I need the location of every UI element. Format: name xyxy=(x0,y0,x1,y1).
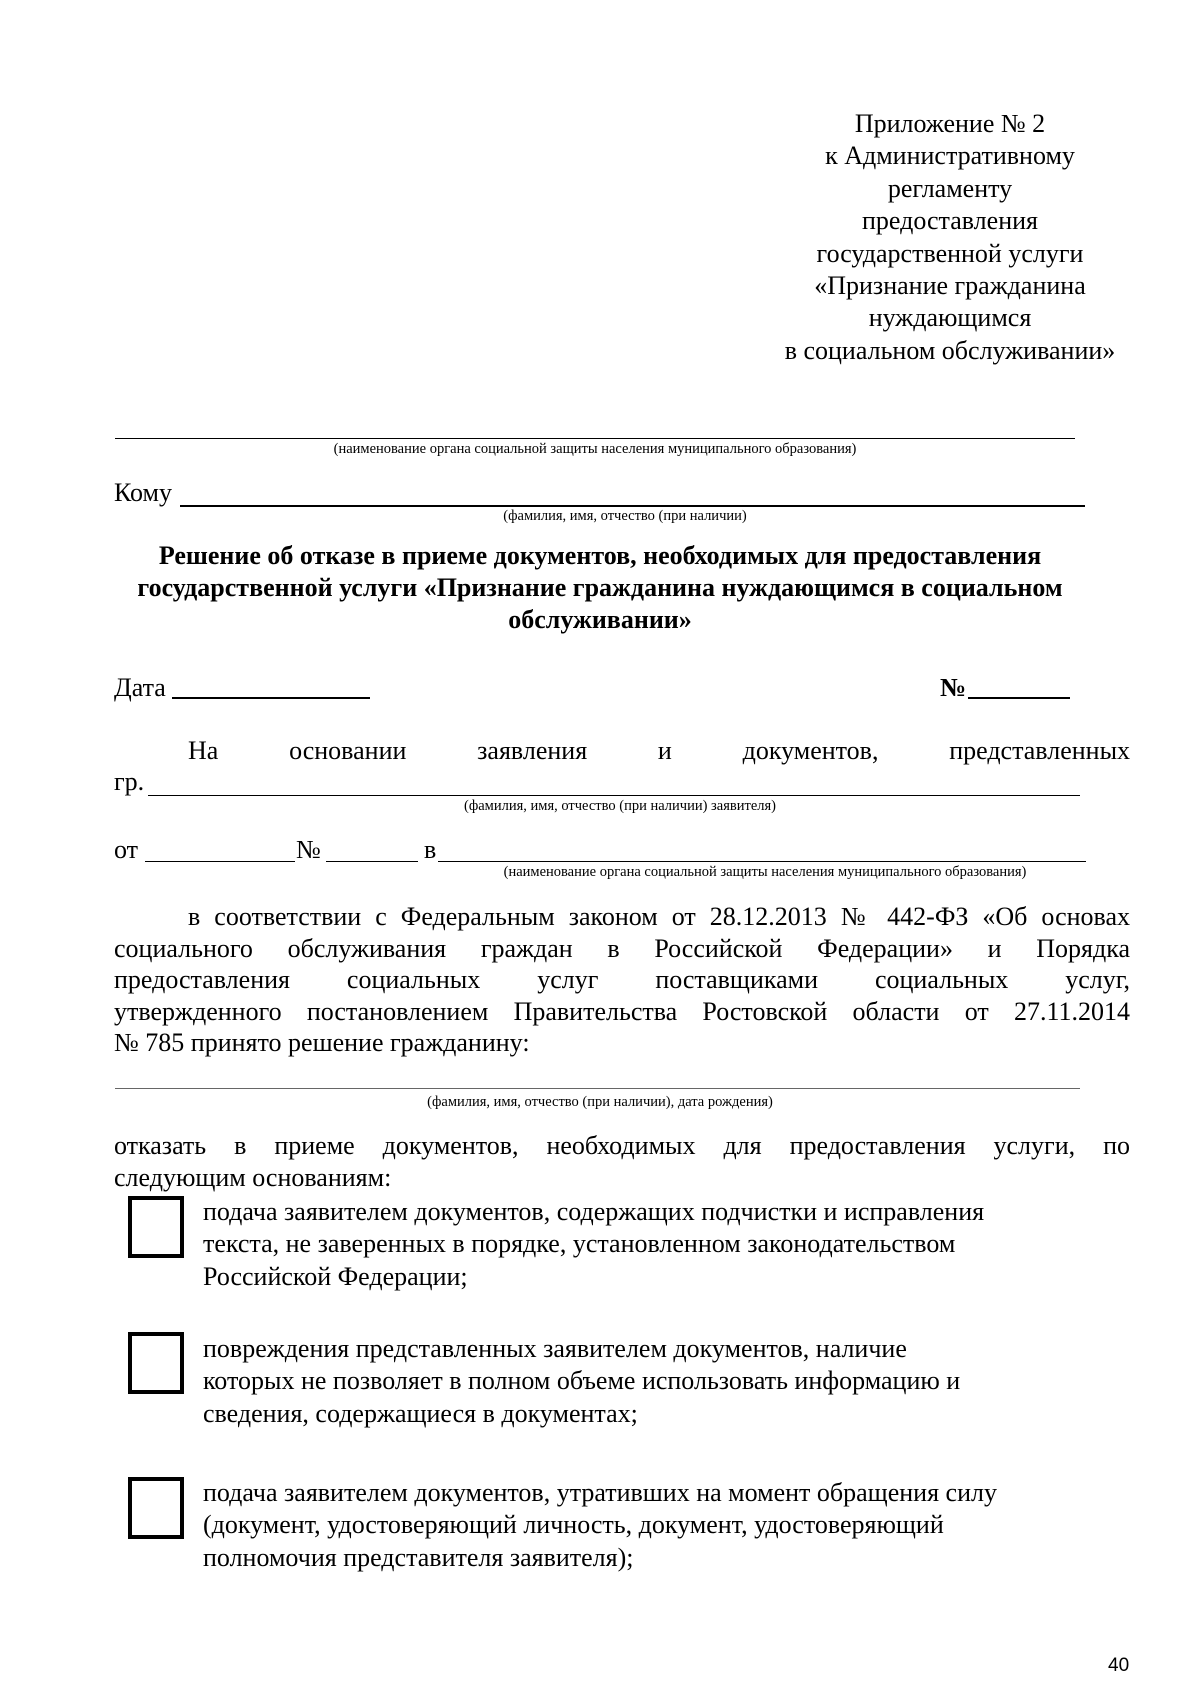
org-name-caption: (наименование органа социальной защиты населения муниципального образования) xyxy=(333,441,857,457)
citizen-caption: (фамилия, имя, отчество (при наличии) заявителя) xyxy=(464,798,776,814)
from-number-field[interactable] xyxy=(326,861,418,862)
from-date-field[interactable] xyxy=(145,861,295,862)
appendix-line: Приложение № 2 xyxy=(854,109,1046,138)
date-label: Дата xyxy=(114,673,166,702)
basis-word: основании xyxy=(289,736,407,765)
reason-line: которых не позволяет в полном объеме использовать информацию и xyxy=(203,1366,961,1396)
appendix-line: «Признание гражданина xyxy=(814,271,1086,301)
refusal-line: отказать в приеме документов, необходимых для предоставления услуги, по xyxy=(114,1131,1130,1160)
basis-word: На xyxy=(188,736,219,765)
org-name-field[interactable] xyxy=(115,438,1075,439)
to-field[interactable] xyxy=(180,505,1085,507)
to-caption: (фамилия, имя, отчество (при наличии) xyxy=(503,508,747,524)
reason-1-text xyxy=(203,1196,984,1293)
law-line: социального обслуживания граждан в Российской Федерации» и Порядка xyxy=(114,933,1130,963)
reason-line: (документ, удостоверяющий личность, документ, удостоверяющий xyxy=(203,1510,944,1540)
reason-3-text xyxy=(203,1477,997,1574)
reason-line: подача заявителем документов, содержащих подчистки и исправления xyxy=(203,1197,985,1226)
refusal-statement xyxy=(114,1130,1130,1193)
citizen-label: гр. xyxy=(114,767,145,796)
reason-line: текста, не заверенных в порядке, установленном законодательством xyxy=(203,1229,956,1259)
to-label: Кому xyxy=(114,478,173,507)
law-paragraph xyxy=(114,901,1130,1059)
in-org-field[interactable] xyxy=(438,861,1086,862)
appendix-line: к Административному xyxy=(825,141,1075,171)
appendix-line: предоставления xyxy=(862,206,1038,236)
reason-2-checkbox[interactable] xyxy=(128,1332,184,1394)
basis-word: документов, xyxy=(742,736,879,765)
appendix-line: нуждающимся xyxy=(868,303,1032,333)
title-line: обслуживании» xyxy=(508,605,692,634)
appendix-line: государственной услуги xyxy=(816,238,1084,268)
basis-word: представленных xyxy=(949,736,1131,765)
appendix-heading xyxy=(700,108,1200,367)
number-label: № xyxy=(940,673,967,702)
reason-3-checkbox[interactable] xyxy=(128,1477,184,1539)
number-field[interactable] xyxy=(968,697,1070,699)
reason-line: сведения, содержащиеся в документах; xyxy=(203,1398,638,1428)
from-number-label: № xyxy=(296,835,321,864)
title-line: государственной услуги «Признание гражданина нуждающимся в социальном xyxy=(137,573,1063,602)
page-number: 40 xyxy=(1108,1655,1130,1676)
document-title xyxy=(100,540,1100,636)
reason-line: полномочия представителя заявителя); xyxy=(203,1542,634,1572)
basis-sentence xyxy=(114,735,1130,767)
in-label: в xyxy=(424,835,437,864)
appendix-line: в социальном обслуживании» xyxy=(784,335,1116,365)
person-caption: (фамилия, имя, отчество (при наличии), дата рождения) xyxy=(427,1094,773,1110)
from-label: от xyxy=(114,835,139,864)
date-field[interactable] xyxy=(172,697,370,699)
citizen-field[interactable] xyxy=(148,795,1080,796)
reason-2-text xyxy=(203,1333,960,1430)
law-line: предоставления социальных услуг поставщиками социальных услуг, xyxy=(114,965,1130,994)
reason-1-checkbox[interactable] xyxy=(128,1196,184,1258)
basis-word: заявления xyxy=(477,736,588,765)
refusal-line: следующим основаниям: xyxy=(114,1162,392,1192)
appendix-line: регламенту xyxy=(887,173,1013,203)
reason-line: Российской Федерации; xyxy=(203,1261,468,1291)
title-line: Решение об отказе в приеме документов, необходимых для предоставления xyxy=(158,541,1042,570)
reason-line: подача заявителем документов, утративших на момент обращения силу xyxy=(203,1478,997,1507)
reason-line: повреждения представленных заявителем документов, наличие xyxy=(203,1334,907,1363)
person-field[interactable] xyxy=(115,1088,1080,1089)
basis-word: и xyxy=(657,736,672,765)
law-line: утвержденного постановлением Правительства Ростовской области от 27.11.2014 xyxy=(114,996,1130,1026)
law-line: № 785 принято решение гражданину: xyxy=(114,1028,530,1057)
law-line: в соответствии с Федеральным законом от 28.12.2013 № 442-ФЗ «Об основах xyxy=(188,902,1130,931)
in-org-caption: (наименование органа социальной защиты населения муниципального образования) xyxy=(503,864,1027,880)
